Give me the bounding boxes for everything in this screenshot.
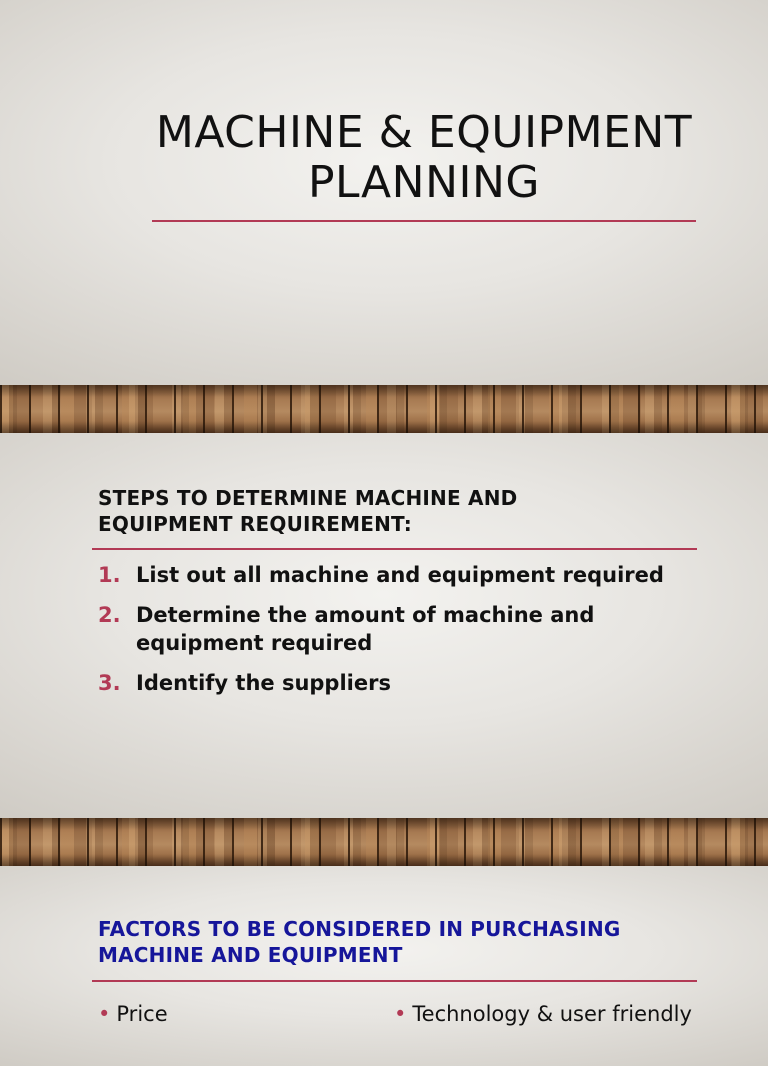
title-line-1: MACHINE & EQUIPMENT: [155, 107, 693, 158]
step-item: [98, 561, 698, 589]
step-item: [98, 601, 698, 657]
factor-text: Technology & user friendly: [412, 1002, 692, 1026]
factors-slide: [0, 866, 768, 1066]
bullet-icon: •: [394, 1002, 407, 1026]
factor-text: Price: [116, 1002, 168, 1026]
steps-divider: [92, 548, 697, 550]
factors-heading-line-1: FACTORS TO BE CONSIDERED IN PURCHASING: [98, 917, 621, 941]
steps-list: [98, 561, 698, 709]
step-number: 1.: [98, 563, 121, 587]
steps-heading-line-2: EQUIPMENT REQUIREMENT:: [98, 512, 412, 536]
title-divider: [152, 220, 696, 222]
step-text: Determine the amount of machine and equipment required: [136, 603, 595, 655]
steps-heading: [98, 485, 698, 537]
step-item: [98, 669, 698, 697]
factors-heading: [98, 916, 698, 968]
step-number: 3.: [98, 671, 121, 695]
bullet-icon: •: [98, 1002, 111, 1026]
factors-heading-line-2: MACHINE AND EQUIPMENT: [98, 943, 403, 967]
title-slide: [0, 0, 768, 385]
slide-title: [152, 108, 696, 208]
wood-floor-strip: [0, 818, 768, 866]
step-text: Identify the suppliers: [136, 671, 391, 695]
factors-divider: [92, 980, 697, 982]
steps-slide: [0, 433, 768, 818]
title-line-2: PLANNING: [308, 157, 540, 208]
wood-floor-strip: [0, 385, 768, 433]
step-number: 2.: [98, 603, 121, 627]
step-text: List out all machine and equipment required: [136, 563, 664, 587]
steps-heading-line-1: STEPS TO DETERMINE MACHINE AND: [98, 486, 518, 510]
